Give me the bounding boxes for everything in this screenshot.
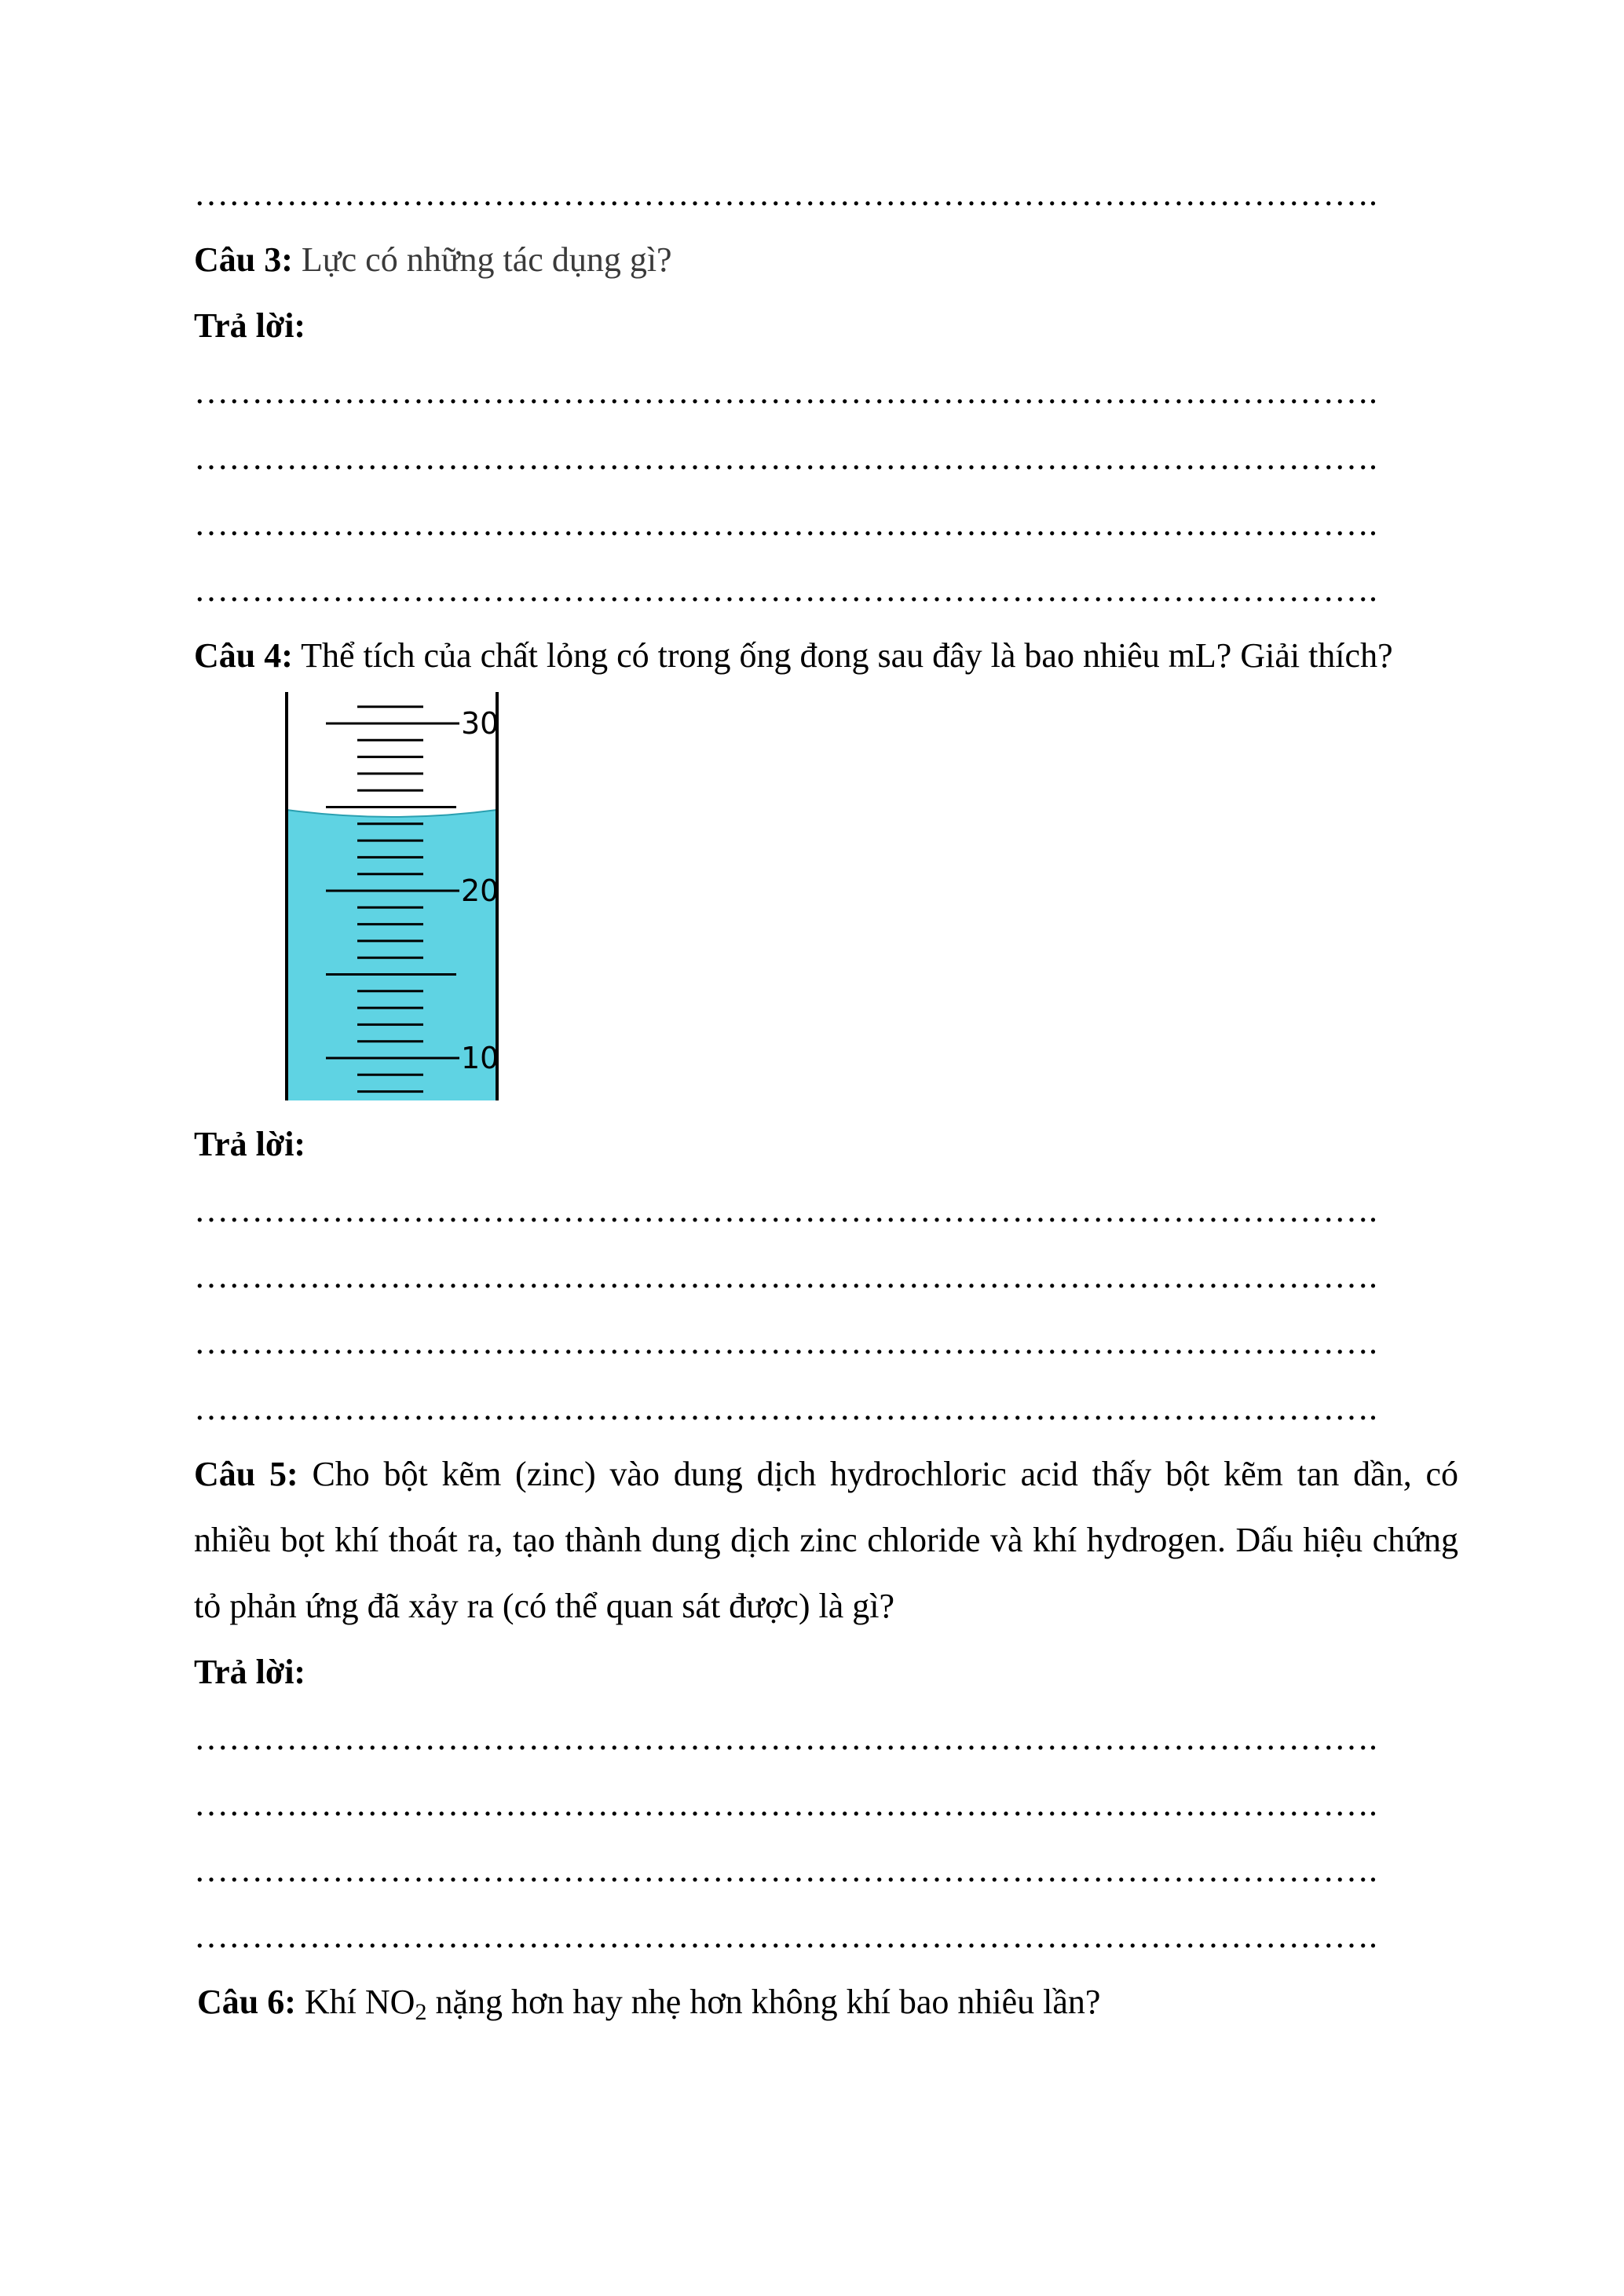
answer-line: …………………………………………………………………………………………. [194, 372, 1377, 411]
answer-line: …………………………………………………………………………………………. [194, 1257, 1377, 1295]
question-4 [194, 623, 1458, 689]
question-5-answer-label: Trả lời: [194, 1653, 306, 1691]
answer-line: …………………………………………………………………………………………. [194, 1785, 1377, 1823]
graduated-cylinder-figure [194, 689, 1458, 1111]
question-6-text-after: nặng hơn hay nhẹ hơn không khí bao nhiêu lần? [426, 1983, 1101, 2021]
graduated-cylinder [282, 692, 510, 1108]
question-4-label: Câu 4: [194, 636, 293, 675]
answer-line: …………………………………………………………………………………………. [194, 1917, 1377, 1955]
answer-line: …………………………………………………………………………………………. [194, 570, 1377, 609]
question-6-text-before: Khí NO [304, 1983, 415, 2021]
answer-line: …………………………………………………………………………………………. [194, 438, 1377, 477]
question-5-label: Câu 5: [194, 1455, 298, 1493]
scale-label-10: 10 [461, 1041, 499, 1075]
question-3 [194, 227, 1458, 293]
question-6 [194, 1969, 1458, 2035]
answer-line: …………………………………………………………………………………………. [194, 1389, 1377, 1427]
answer-line: …………………………………………………………………………………………. [194, 1191, 1377, 1229]
scale-label-30: 30 [461, 706, 499, 741]
answer-line: …………………………………………………………………………………………. [194, 174, 1377, 213]
question-3-label: Câu 3: [194, 240, 293, 279]
worksheet-content [194, 161, 1458, 2035]
answer-line: …………………………………………………………………………………………. [194, 504, 1377, 543]
question-3-answer-label: Trả lời: [194, 306, 306, 345]
question-3-text: Lực có những tác dụng gì? [301, 240, 672, 279]
question-5 [194, 1441, 1458, 1639]
question-6-subscript: 2 [415, 1999, 427, 2025]
question-5-text: Cho bột kẽm (zinc) vào dung dịch hydrochloric acid thấy bột kẽm tan dần, có nhiều bọt khí thoát ra, tạo thành dung dịch zinc chloride và khí hydrogen. Dấu hiệu chứng tỏ phản ứng đã xảy ra (có thể quan sát được) là gì? [194, 1455, 1458, 1625]
question-4-text: Thể tích của chất lỏng có trong ống đong sau đây là bao nhiêu mL? Giải thích? [301, 636, 1393, 675]
question-6-label: Câu 6: [197, 1983, 296, 2021]
answer-line: …………………………………………………………………………………………. [194, 1323, 1377, 1361]
scale-label-20: 20 [461, 873, 499, 908]
question-4-answer-label: Trả lời: [194, 1125, 306, 1163]
answer-line: …………………………………………………………………………………………. [194, 1851, 1377, 1889]
answer-line: …………………………………………………………………………………………. [194, 1719, 1377, 1757]
